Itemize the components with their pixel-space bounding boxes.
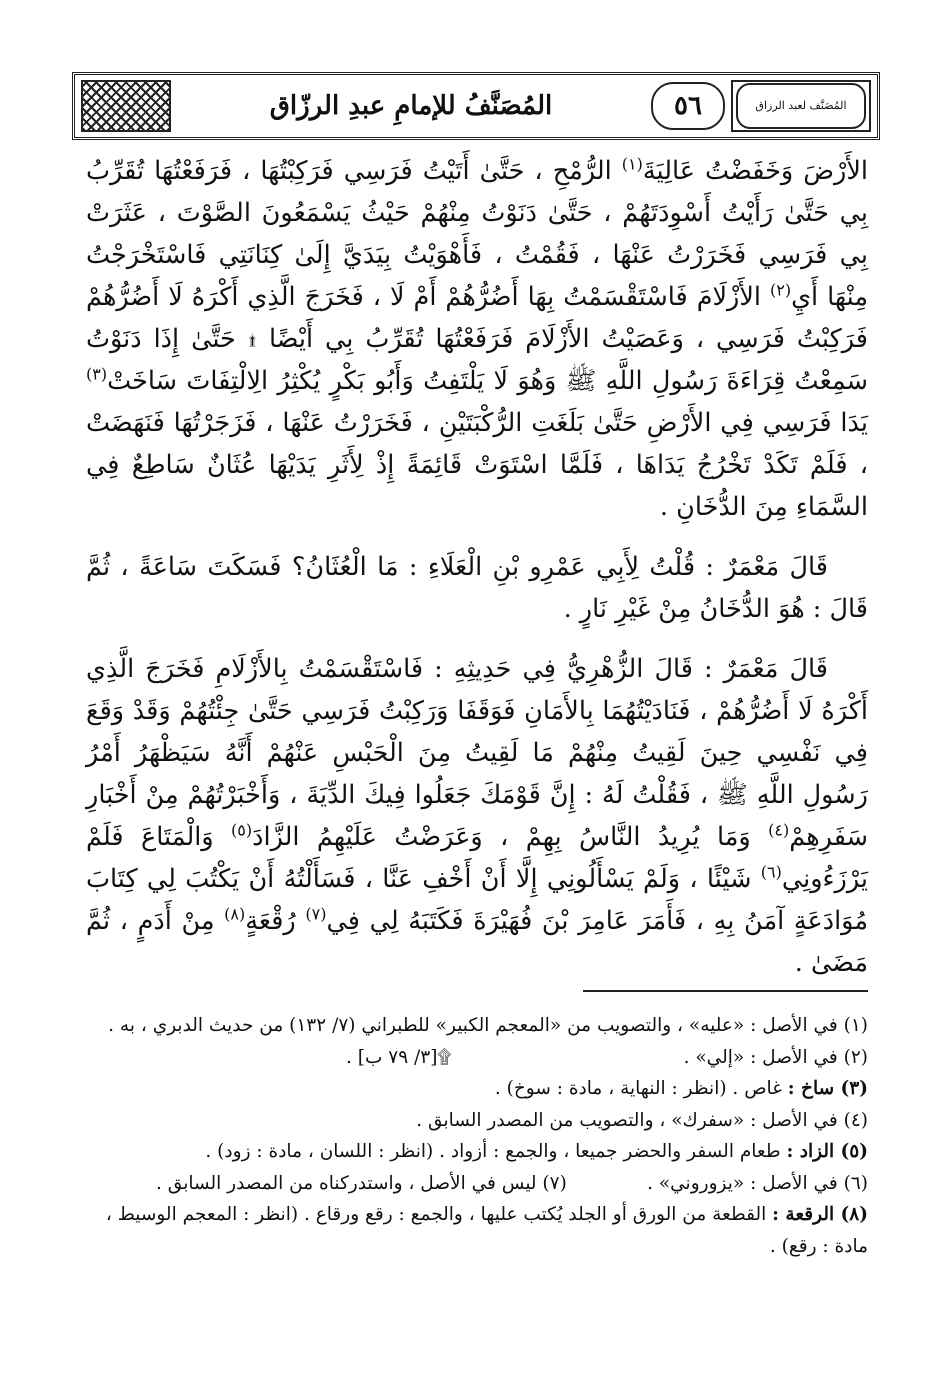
footnote-4: (٤) في الأصل : «سفرك» ، والتصويب من المصدر السابق .	[416, 1109, 868, 1131]
footnote-1: (١) في الأصل : «عليه» ، والتصويب من «المعجم الكبير» للطبراني (٧/ ١٣٢) من حديث الدبري ، به .	[108, 1015, 868, 1036]
footnote-marker: (٨)	[224, 904, 246, 924]
text-segment: مِنْ أَدَمٍ ، ثُمَّ مَضَىٰ .	[86, 906, 868, 978]
footnote-separator	[583, 990, 868, 992]
footnote-7: (٧) ليس في الأصل ، واستدركناه من المصدر السابق .	[156, 1172, 567, 1194]
footnote-5	[86, 1136, 868, 1168]
main-text	[86, 150, 868, 984]
text-segment: شَيْئًا ، وَلَمْ يَسْأَلُونِي إِلَّا أَنْ أَخْفِ عَنَّا ، فَسَأَلْتُهُ أَنْ يَكْتُبَ لِي كِتَابَ مُوَادَعَةٍ آمَنُ بِهِ ، فَأَمَرَ عَامِرَ بْنَ فُهَيْرَةَ فَكَتَبَهُ لِي فِي	[86, 864, 868, 936]
text-segment: رُقْعَةٍ	[245, 906, 306, 936]
page-number: ٥٦	[651, 82, 725, 130]
footnote-8	[86, 1199, 868, 1262]
header-seal: المُصَنَّف لعبد الرزاق	[736, 83, 866, 129]
footnote-8-text: القطعة من الورق أو الجلد يُكتب عليها ، والجمع : رقع ورقاع . (انظر : المعجم الوسيط ، مادة : رقع) .	[105, 1204, 868, 1257]
footnote-marker: (٧)	[305, 904, 327, 924]
text-segment: الأَزْلَامَ فَاسْتَقْسَمْتُ بِهَا أَضُرُّهُمْ أَمْ لَا ، فَخَرَجَ الَّذِي أَكْرَهُ لَا أَضُرُّهُمْ فَرَكِبْتُ فَرَسِي ، وَعَصَيْتُ الأَزْلَامَ فَرَفَعْتُهَا تُقَرِّبُ بِي أَيْضًا ۩ حَتَّىٰ إِذَا دَنَوْتُ سَمِعْتُ قِرَاءَةَ رَسُولِ اللَّهِ ﷺ وَهُوَ لَا يَلْتَفِتُ وَأَبُو بَكْرٍ يُكْثِرُ الِالْتِفَاتَ سَاخَتْ	[86, 282, 868, 396]
text-segment: وَمَا يُرِيدُ النَّاسُ بِهِمْ ، وَعَرَضْتُ عَلَيْهِمُ الزَّادَ	[252, 822, 769, 852]
footnotes	[86, 1010, 868, 1262]
footnote-marker: (٤)	[768, 820, 790, 840]
footnote-marker: (٣)	[86, 364, 108, 384]
text-segment: قَالَ مَعْمَرٌ : قَالَ الزُّهْرِيُّ فِي حَدِيثِهِ : فَاسْتَقْسَمْتُ بِالأَزْلَامِ فَخَرَجَ الَّذِي أَكْرَهُ لَا أَضُرُّهُمْ ، فَنَادَيْتُهُمَا بِالأَمَانِ فَوَقَفَا وَرَكِبْتُ فَرَسِي حَتَّىٰ جِئْتُهُمْ وَقَدْ وَقَعَ فِي نَفْسِي حِينَ لَقِيتُ مِنْهُمْ مَا لَقِيتُ مِنَ الْحَبْسِ عَنْهُمْ أَنَّهُ سَيَظْهَرُ أَمْرُ رَسُولِ اللَّهِ ﷺ ، فَقُلْتُ لَهُ : إِنَّ قَوْمَكَ جَعَلُوا فِيكَ الدِّيَةَ ، وَأَخْبَرْتُهُمْ مِنْ أَخْبَارِ سَفَرِهِمْ	[86, 654, 869, 852]
page-header	[72, 72, 880, 140]
footnote-8-term: (٨) الرقعة :	[772, 1204, 868, 1225]
text-segment: وَالْمَتَاعَ فَلَمْ يَرْزَءُونِي	[86, 822, 868, 894]
footnote-3-text: غاص . (انظر : النهاية ، مادة : سوخ) .	[494, 1078, 788, 1099]
footnote-marker: (٥)	[231, 820, 253, 840]
text-segment: الأَرْضَ وَخَفَضْتُ عَالِيَةَ	[642, 156, 868, 186]
footnote-marker: (٦)	[760, 862, 782, 882]
footnote-5-text: طعام السفر والحضر جميعا ، والجمع : أزواد . (انظر : اللسان ، مادة : زود) .	[205, 1141, 787, 1162]
folio-reference: ۩[٣/ ٧٩ ب] .	[346, 1046, 452, 1068]
header-right-group	[651, 80, 871, 132]
footnote-5-term: (٥) الزاد :	[786, 1141, 868, 1162]
footnote-6-7-row	[86, 1168, 868, 1200]
footnote-6: (٦) في الأصل : «يزوروني» .	[647, 1172, 868, 1194]
footnote-marker: (١)	[621, 154, 643, 174]
paragraph	[86, 546, 868, 630]
footnote-marker: (٢)	[769, 280, 792, 300]
footnote-2: (٢) في الأصل : «إلي» .	[683, 1046, 868, 1068]
paragraph	[86, 648, 868, 984]
running-title: المُصَنَّفُ للإمامِ عبدِ الرزّاق	[269, 91, 553, 121]
footnote-3	[86, 1073, 868, 1105]
text-segment: الرُّمْحِ ، حَتَّىٰ أَتَيْتُ فَرَسِي فَرَكِبْتُهَا ، فَرَفَعْتُهَا تُقَرِّبُ بِي حَتَّىٰ رَأَيْتُ أَسْوِدَتَهُمْ ، حَتَّىٰ دَنَوْتُ مِنْهُمْ حَيْثُ يَسْمَعُونَ الصَّوْتَ ، عَثَرَتْ بِي فَرَسِي فَخَرَرْتُ عَنْهَا ، فَقُمْتُ ، فَأَهْوَيْتُ بِيَدَيَّ إِلَىٰ كِنَانَتِي فَاسْتَخْرَجْتُ مِنْهَا أَيِ	[86, 156, 868, 312]
footnote-3-term: (٣) ساخ :	[787, 1078, 868, 1099]
header-ornament-left	[81, 80, 171, 132]
footnote-2-row	[86, 1042, 868, 1074]
paragraph	[86, 150, 868, 528]
text-segment: قَالَ مَعْمَرٌ : قُلْتُ لِأَبِي عَمْرِو بْنِ الْعَلَاءِ : مَا الْعُثَانُ؟ فَسَكَتَ سَاعَةً ، ثُمَّ قَالَ : هُوَ الدُّخَانُ مِنْ غَيْرِ نَارٍ .	[86, 552, 868, 624]
header-seal-ornament	[731, 80, 871, 132]
text-segment: يَدَا فَرَسِي فِي الأَرْضِ حَتَّىٰ بَلَغَتِ الرُّكْبَتَيْنِ ، فَخَرَرْتُ عَنْهَا ، فَزَجَرْتُهَا فَنَهَضَتْ ، فَلَمْ تَكَدْ تَخْرُجُ يَدَاهَا ، فَلَمَّا اسْتَوَتْ قَائِمَةً إِذْ لِأَثَرِ يَدَيْهَا عُثَانٌ سَاطِعٌ فِي السَّمَاءِ مِنَ الدُّخَانِ .	[86, 408, 868, 522]
